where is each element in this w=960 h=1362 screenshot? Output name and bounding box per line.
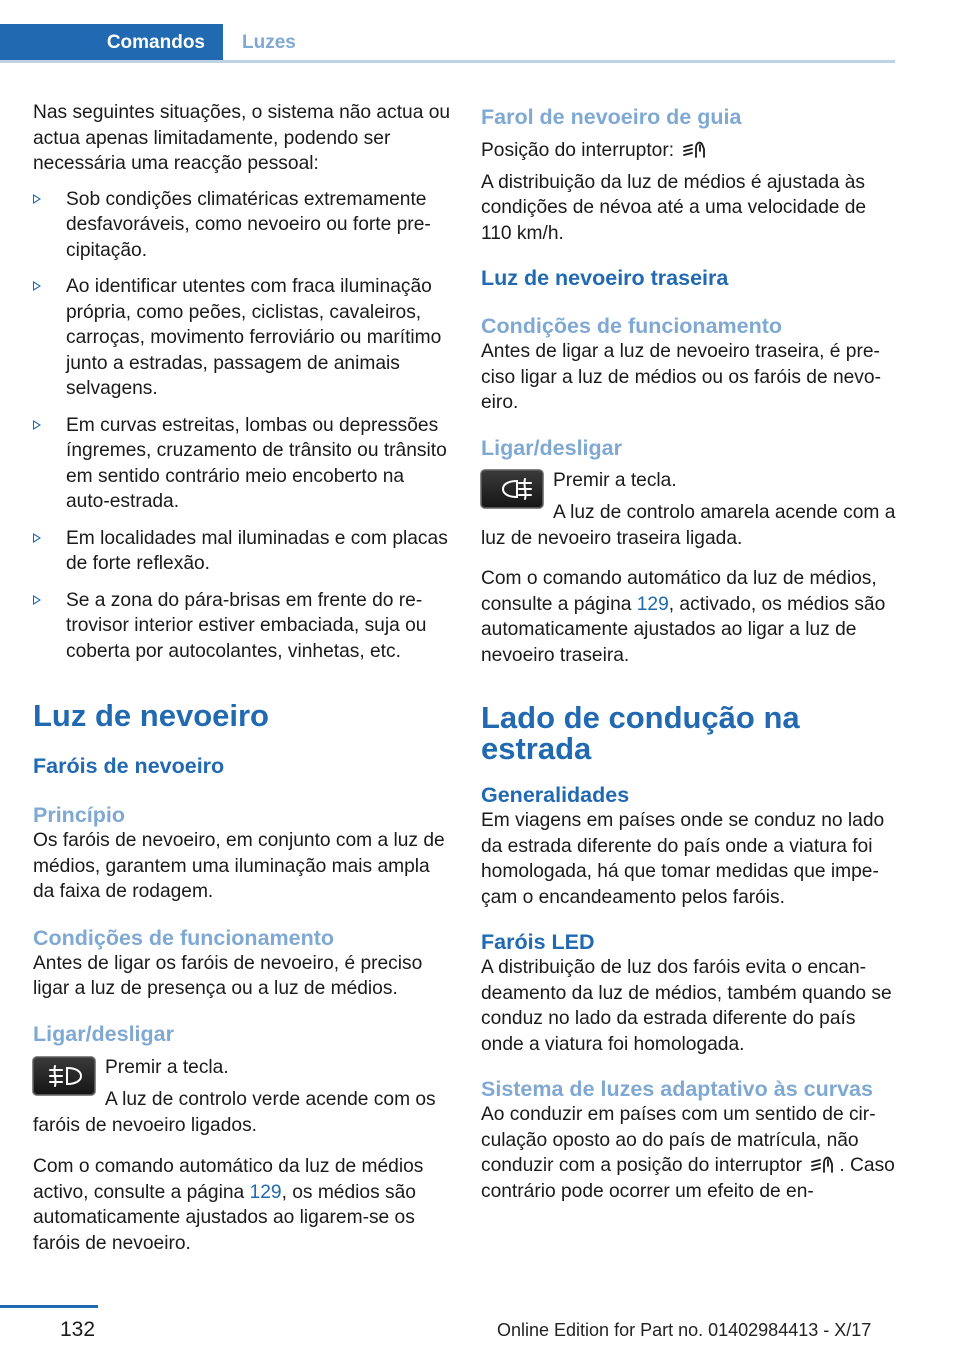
front-fog-button-icon	[33, 1057, 95, 1095]
auto-text-end: , os médios são automaticamente ajustados ao ligarem-se os faróis de nevoeiro.	[33, 1181, 416, 1254]
heading-led: Faróis LED	[481, 930, 595, 954]
principle-text: Os faróis de nevoeiro, em conjunto com a luz de médios, garantem uma iluminação mais ampla da faixa de rodagem.	[33, 830, 445, 902]
list-item	[33, 526, 453, 577]
tab-luzes[interactable]: Luzes	[242, 31, 296, 53]
page-number: 132	[60, 1318, 96, 1341]
heading-onoff: Ligar/desligar	[33, 1021, 174, 1046]
switch-position-label: Posição do interruptor:	[481, 140, 675, 161]
indicator-text: A luz de controlo verde acende com os faróis de nevoeiro ligados.	[33, 1089, 436, 1136]
general-text: Em viagens em países onde se conduz no lado da estrada diferente do país onde a viatura foi homologada, há que tomar medidas que impeçam o encandeamento pelos faróis.	[481, 810, 885, 908]
adaptive-text-start: Ao conduzir em países com um sentido de circulação oposto ao do país de matrícula, não conduzir com a posição do interruptor	[481, 1104, 876, 1176]
triangle-bullet-icon	[33, 420, 41, 430]
list-item-text: Ao identificar utentes com fraca iluminação própria, como peões, ciclistas, cavaleiros, carroças, movimento ferroviário ou marítimo junto a estradas, passagem de animais selvagens.	[66, 276, 442, 399]
front-fog-button-row	[33, 1055, 453, 1139]
list-item	[33, 187, 453, 264]
heading-guide-fog: Farol de nevoeiro de guia	[481, 105, 742, 129]
heading-fog-light: Luz de nevoeiro	[33, 698, 269, 733]
auto-text-start: Com o comando automático da luz de médios activo, consulte a página	[33, 1156, 424, 1203]
list-item-text: Se a zona do pára-brisas em frente do retrovisor interior estiver embaciada, suja ou coberta por autocolantes, vinhetas, etc.	[66, 589, 427, 662]
list-item	[33, 274, 453, 402]
footer-divider	[0, 1305, 98, 1308]
page-link-129[interactable]: 129	[249, 1181, 282, 1203]
heading-principle: Princípio	[33, 803, 125, 827]
edition-text: Online Edition for Part no. 01402984413 - X/17	[497, 1320, 872, 1340]
intro-text: Nas seguintes situações, o sistema não actua ou actua apenas limitadamente, podendo ser necessária uma reacção pessoal:	[33, 102, 451, 174]
triangle-bullet-icon	[33, 533, 41, 543]
heading-conditions: Condições de funcionamento	[33, 925, 335, 950]
press-key-text: Premir a tecla.	[105, 1056, 229, 1078]
right-column	[481, 100, 897, 1204]
rear-fog-button-row	[481, 468, 897, 552]
rear-press-key-text: Premir a tecla.	[553, 469, 677, 491]
switch-position-text	[481, 138, 897, 164]
rear-conditions-text: Antes de ligar a luz de nevoeiro traseira, é preciso ligar a luz de médios ou os faróis de nevoeiro.	[481, 341, 881, 413]
heading-rear-conditions: Condições de funcionamento	[481, 314, 783, 338]
left-column	[33, 100, 453, 1256]
triangle-bullet-icon	[33, 194, 41, 204]
guide-text: A distribuição da luz de médios é ajustada às condições de névoa até a uma velocidade de 110 km/h.	[481, 171, 867, 244]
page-header	[0, 0, 895, 63]
triangle-bullet-icon	[33, 595, 41, 605]
auto-headlight-text	[33, 1154, 453, 1256]
heading-general: Generalidades	[481, 783, 630, 807]
heading-rear-onoff: Ligar/desligar	[481, 435, 622, 460]
list-item	[33, 588, 453, 665]
conditions-text: Antes de ligar os faróis de nevoeiro, é preciso ligar a luz de presença ou a luz de médios.	[33, 952, 423, 999]
adaptive-light-switch-icon-inline	[807, 1154, 839, 1176]
rear-indicator-text: A luz de controlo amarela acende com a luz de nevoeiro traseira ligada.	[481, 502, 896, 549]
situation-list	[33, 187, 453, 665]
page-link-129-right[interactable]: 129	[636, 593, 669, 615]
list-item-text: Em curvas estreitas, lombas ou depressões íngremes, cruzamento de trânsito ou trânsito em sentido contrário meio encoberto na auto-estrada.	[66, 414, 447, 512]
rear-auto-text-start: Com o comando automático da luz de médios, consulte a página	[481, 568, 877, 615]
led-text: A distribuição de luz dos faróis evita o encandeamento da luz de médios, também quando se conduz no lado da estrada diferente do país onde a viatura foi homologada.	[481, 957, 892, 1055]
list-item-text: Sob condições climatéricas extremamente desfavoráveis, como nevoeiro ou forte precipitação.	[66, 188, 431, 261]
heading-rear-fog: Luz de nevoeiro traseira	[481, 266, 729, 290]
rear-auto-text-end: , activado, os médios são automaticamente ajustados ao ligar a luz de nevoeiro traseira.	[481, 593, 886, 666]
triangle-bullet-icon	[33, 281, 41, 291]
heading-front-fog: Faróis de nevoeiro	[33, 754, 225, 778]
heading-adaptive: Sistema de luzes adaptativo às curvas	[481, 1077, 873, 1101]
tab-comandos[interactable]: Comandos	[0, 24, 223, 61]
list-item	[33, 413, 453, 515]
adaptive-text	[481, 1102, 897, 1204]
rear-fog-button-icon	[481, 470, 543, 508]
list-item-text: Em localidades mal iluminadas e com placas de forte reflexão.	[66, 527, 448, 574]
adaptive-text-end: . Caso contrário pode ocorrer um efeito de en-	[481, 1155, 895, 1202]
header-divider	[0, 60, 895, 63]
rear-auto-headlight-text	[481, 566, 897, 668]
adaptive-light-switch-icon	[679, 139, 711, 161]
heading-driving-side: Lado de condução na estrada	[481, 700, 800, 766]
